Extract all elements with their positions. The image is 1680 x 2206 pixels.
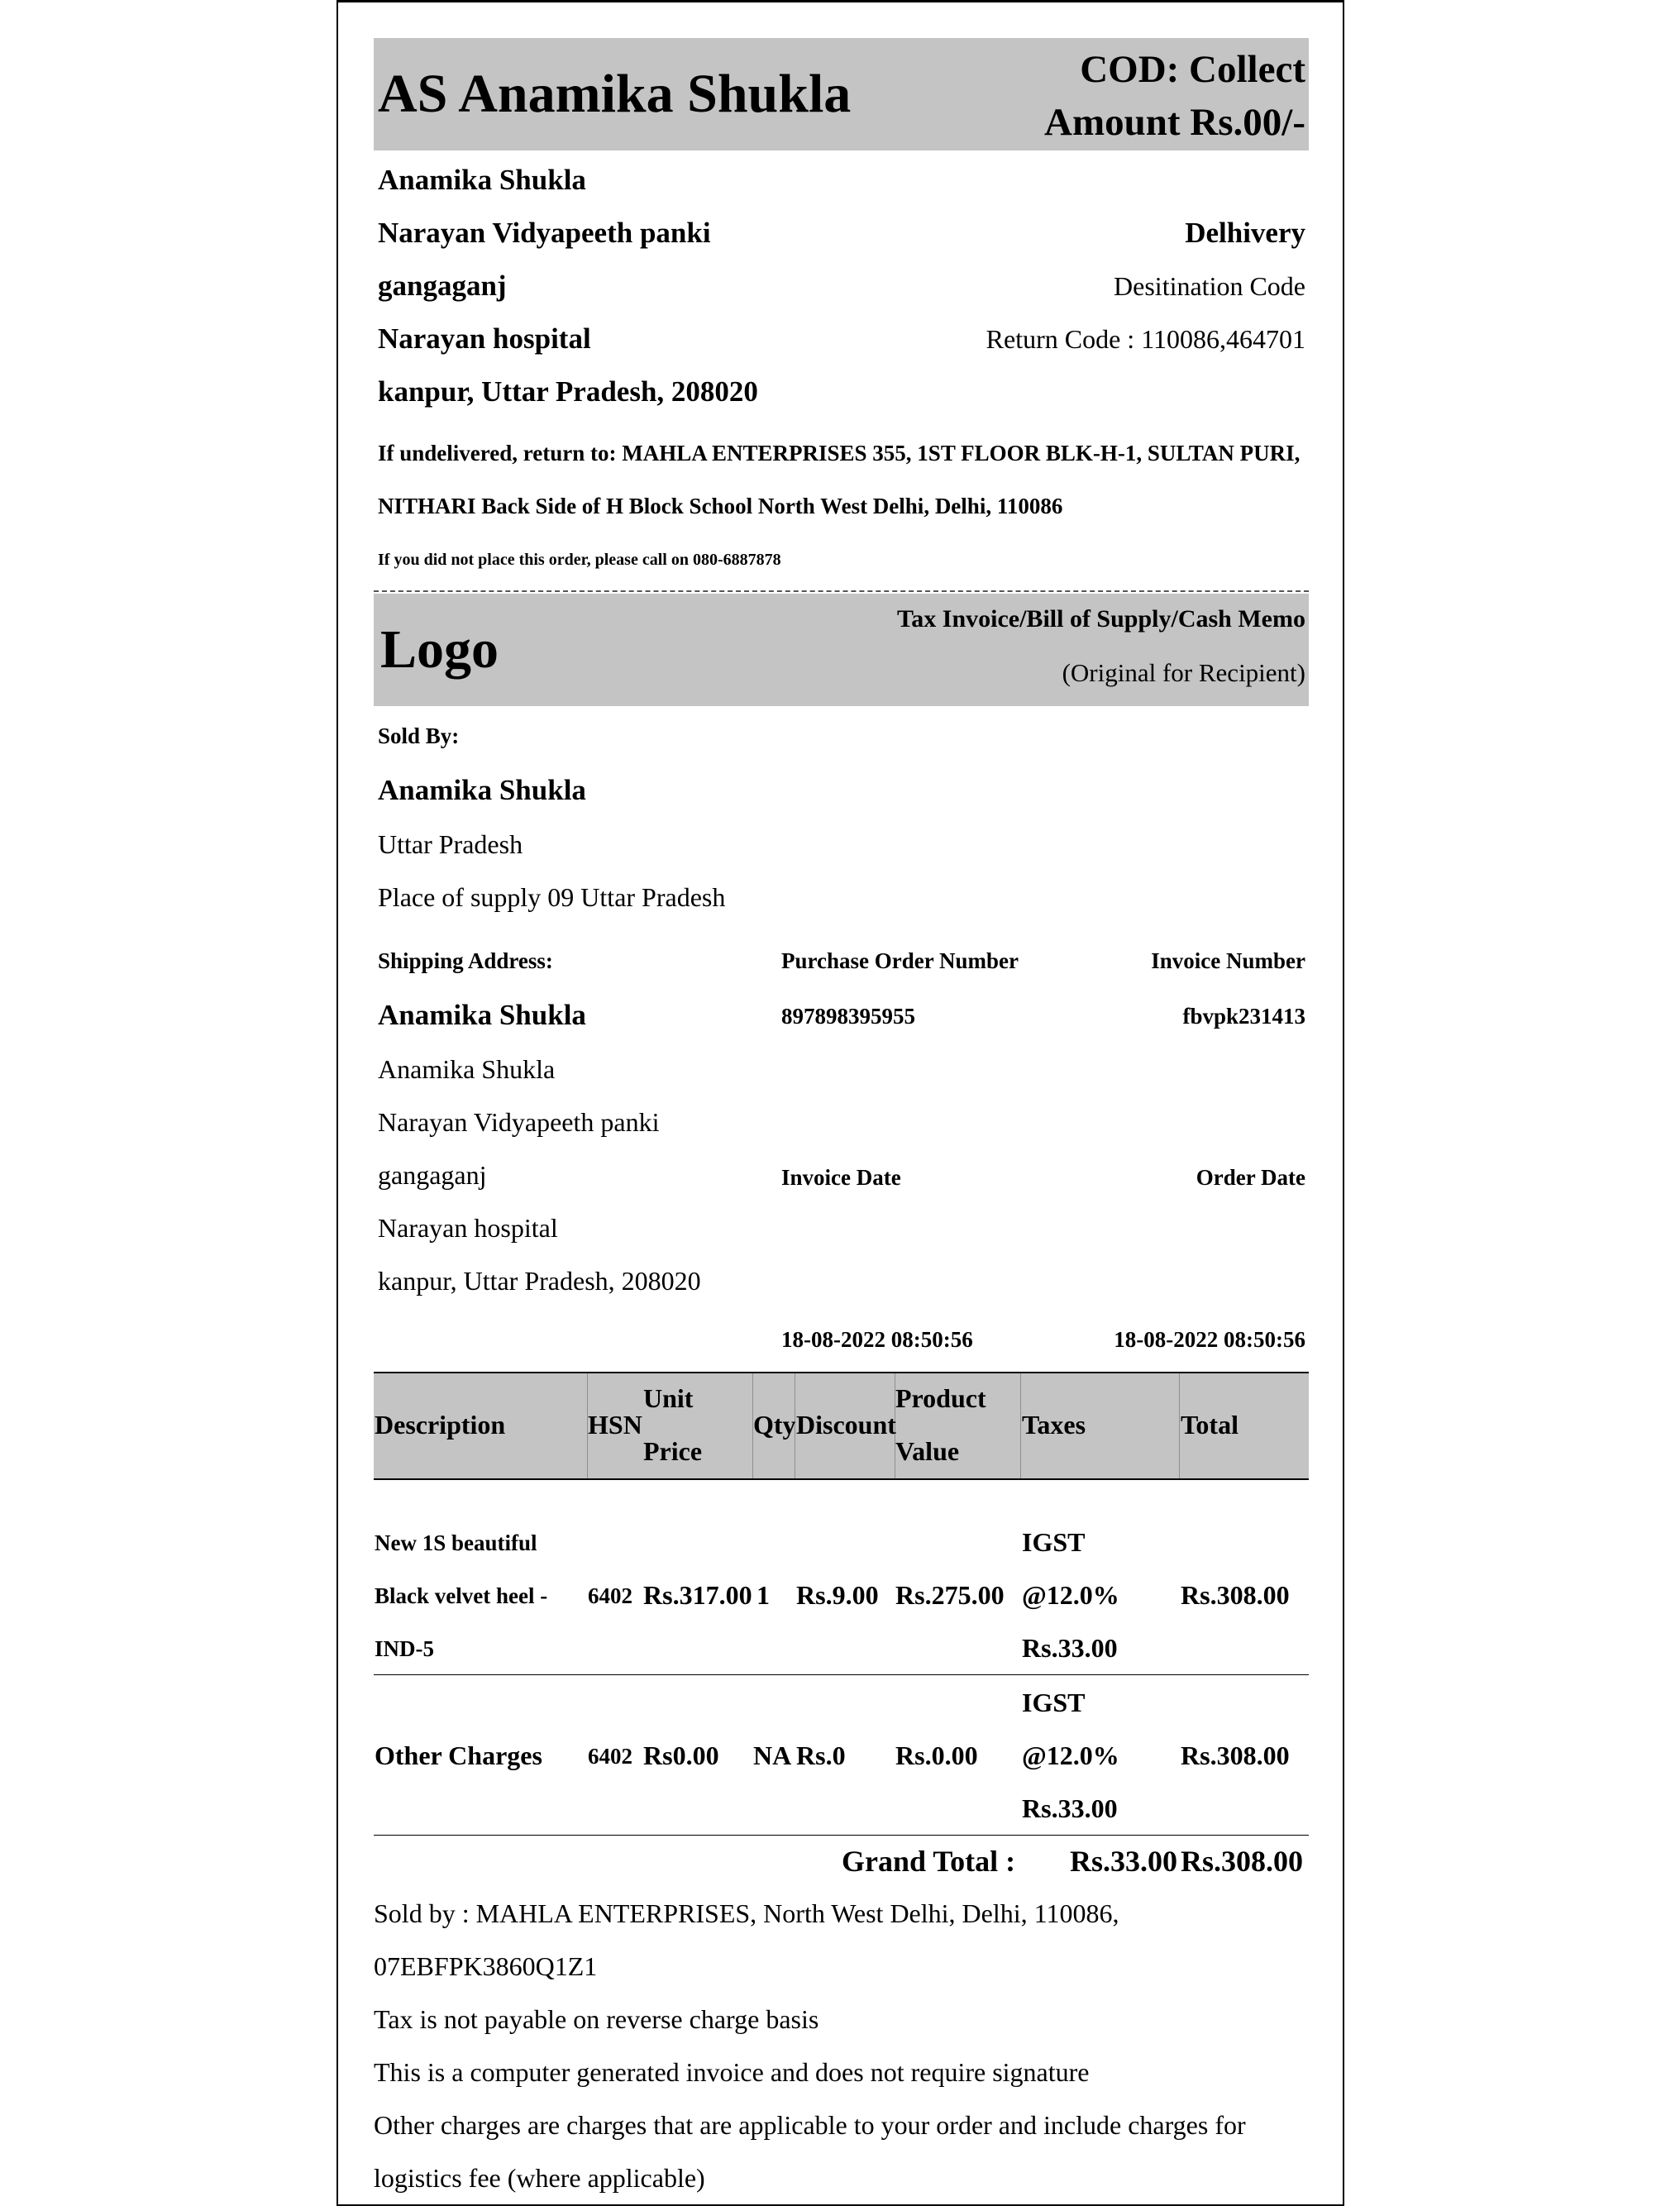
invoice-number-value: fbvpk231413	[1182, 1004, 1305, 1029]
row-tax-type: IGST	[1022, 1688, 1086, 1717]
col-product-value-1: Product	[895, 1383, 986, 1413]
invoice-date-value: 18-08-2022 08:50:56	[781, 1327, 973, 1352]
footer-other-charges-2: logistics fee (where applicable)	[374, 2163, 705, 2193]
footer-sold-by-line-1: Sold by : MAHLA ENTERPRISES, North West Delhi, Delhi, 110086,	[374, 1898, 1119, 1928]
shipping-line-4: Narayan hospital	[378, 1213, 558, 1243]
return-address-line-2: NITHARI Back Side of H Block School North West Delhi, Delhi, 110086	[378, 494, 1063, 518]
col-sep	[1020, 1373, 1021, 1479]
row-hsn: 6402	[588, 1744, 632, 1769]
return-code: Return Code : 110086,464701	[986, 324, 1305, 354]
table-header	[374, 1373, 1309, 1478]
col-discount: Discount	[796, 1410, 896, 1440]
col-product-value-2: Value	[895, 1436, 960, 1466]
row-divider	[374, 1835, 1309, 1836]
invoice-header	[374, 594, 1309, 706]
shipping-line-2: Narayan Vidyapeeth panki	[378, 1107, 660, 1137]
order-date-label: Order Date	[1196, 1165, 1305, 1190]
shipping-address-label: Shipping Address:	[378, 948, 553, 973]
logo: Logo	[380, 619, 499, 680]
footer-other-charges-1: Other charges are charges that are applicable to your order and include charges for	[374, 2110, 1246, 2140]
col-unit-price-2: Price	[643, 1436, 703, 1466]
row-tax-rate: @12.0%	[1022, 1740, 1119, 1770]
sold-by-label: Sold By:	[378, 723, 460, 748]
row-unit-price: Rs.317.00	[643, 1580, 752, 1610]
cod-line-1: COD: Collect	[1080, 48, 1305, 91]
shipping-line-1: Anamika Shukla	[378, 1054, 556, 1084]
invoice-page	[336, 0, 1344, 2206]
seller-title: AS Anamika Shukla	[378, 64, 852, 124]
recipient-line-3: Narayan hospital	[378, 322, 591, 355]
row-tax-type: IGST	[1022, 1527, 1086, 1557]
row-description-3: IND-5	[375, 1636, 434, 1661]
invoice-content	[374, 38, 1309, 2193]
cut-line	[374, 590, 1309, 592]
row-tax-rate: @12.0%	[1022, 1580, 1119, 1610]
footer-gstin: 07EBFPK3860Q1Z1	[374, 1951, 598, 1981]
header-bottom-border	[374, 1478, 1309, 1480]
row-divider	[374, 1674, 1309, 1675]
grand-total-label: Grand Total :	[842, 1845, 1016, 1878]
shipping-label-header	[374, 38, 1309, 150]
cod-amount	[1044, 43, 1305, 149]
invoice-date-label: Invoice Date	[781, 1165, 901, 1190]
row-hsn: 6402	[588, 1583, 632, 1608]
col-sep	[1179, 1373, 1180, 1479]
grand-total-tax: Rs.33.00	[1070, 1845, 1178, 1878]
row-total: Rs.308.00	[1181, 1580, 1290, 1610]
destination-code-label: Desitination Code	[1114, 271, 1305, 301]
col-hsn: HSN	[588, 1410, 642, 1440]
invoice-subtitle: (Original for Recipient)	[1062, 658, 1305, 687]
recipient-line-4: kanpur, Uttar Pradesh, 208020	[378, 375, 758, 408]
row-tax-amount: Rs.33.00	[1022, 1793, 1118, 1823]
footer-computer-generated: This is a computer generated invoice and does not require signature	[374, 2057, 1090, 2087]
call-notice: If you did not place this order, please call on 080-6887878	[378, 551, 781, 569]
courier-name: Delhivery	[1185, 217, 1305, 249]
row-description-1: New 1S beautiful	[375, 1530, 537, 1555]
shipping-line-5: kanpur, Uttar Pradesh, 208020	[378, 1266, 701, 1296]
return-address-line-1: If undelivered, return to: MAHLA ENTERPRISES 355, 1ST FLOOR BLK-H-1, SULTAN PURI,	[378, 441, 1301, 466]
row-discount: Rs.0	[796, 1740, 846, 1770]
row-product-value: Rs.275.00	[895, 1580, 1005, 1610]
row-description-2: Black velvet heel -	[375, 1583, 548, 1608]
row-qty: 1	[756, 1580, 770, 1610]
recipient-line-2: gangaganj	[378, 270, 507, 302]
col-unit-price-1: Unit	[643, 1383, 694, 1413]
sold-by-state: Uttar Pradesh	[378, 829, 523, 859]
shipping-name: Anamika Shukla	[378, 999, 586, 1031]
row-description-1: Other Charges	[375, 1740, 542, 1770]
po-number-label: Purchase Order Number	[781, 948, 1019, 973]
row-total: Rs.308.00	[1181, 1740, 1290, 1770]
grand-total-value: Rs.308.00	[1181, 1845, 1304, 1878]
order-date-value: 18-08-2022 08:50:56	[1114, 1327, 1305, 1352]
col-qty: Qty	[753, 1410, 796, 1440]
sold-by-name: Anamika Shukla	[378, 774, 586, 806]
col-total: Total	[1181, 1410, 1239, 1440]
col-taxes: Taxes	[1022, 1410, 1086, 1440]
invoice-title: Tax Invoice/Bill of Supply/Cash Memo	[897, 605, 1305, 633]
recipient-name: Anamika Shukla	[378, 164, 586, 196]
po-number-value: 897898395955	[781, 1004, 915, 1029]
row-tax-amount: Rs.33.00	[1022, 1633, 1118, 1663]
cod-line-2: Amount Rs.00/-	[1044, 101, 1305, 144]
row-unit-price: Rs0.00	[643, 1740, 719, 1770]
row-product-value: Rs.0.00	[895, 1740, 978, 1770]
invoice-number-label: Invoice Number	[1151, 948, 1305, 973]
shipping-line-3: gangaganj	[378, 1160, 487, 1190]
place-of-supply: Place of supply 09 Uttar Pradesh	[378, 882, 726, 912]
recipient-line-1: Narayan Vidyapeeth panki	[378, 217, 711, 249]
col-description: Description	[375, 1410, 506, 1440]
footer-reverse-charge: Tax is not payable on reverse charge basis	[374, 2004, 819, 2034]
row-discount: Rs.9.00	[796, 1580, 879, 1610]
row-qty: NA	[753, 1740, 792, 1770]
